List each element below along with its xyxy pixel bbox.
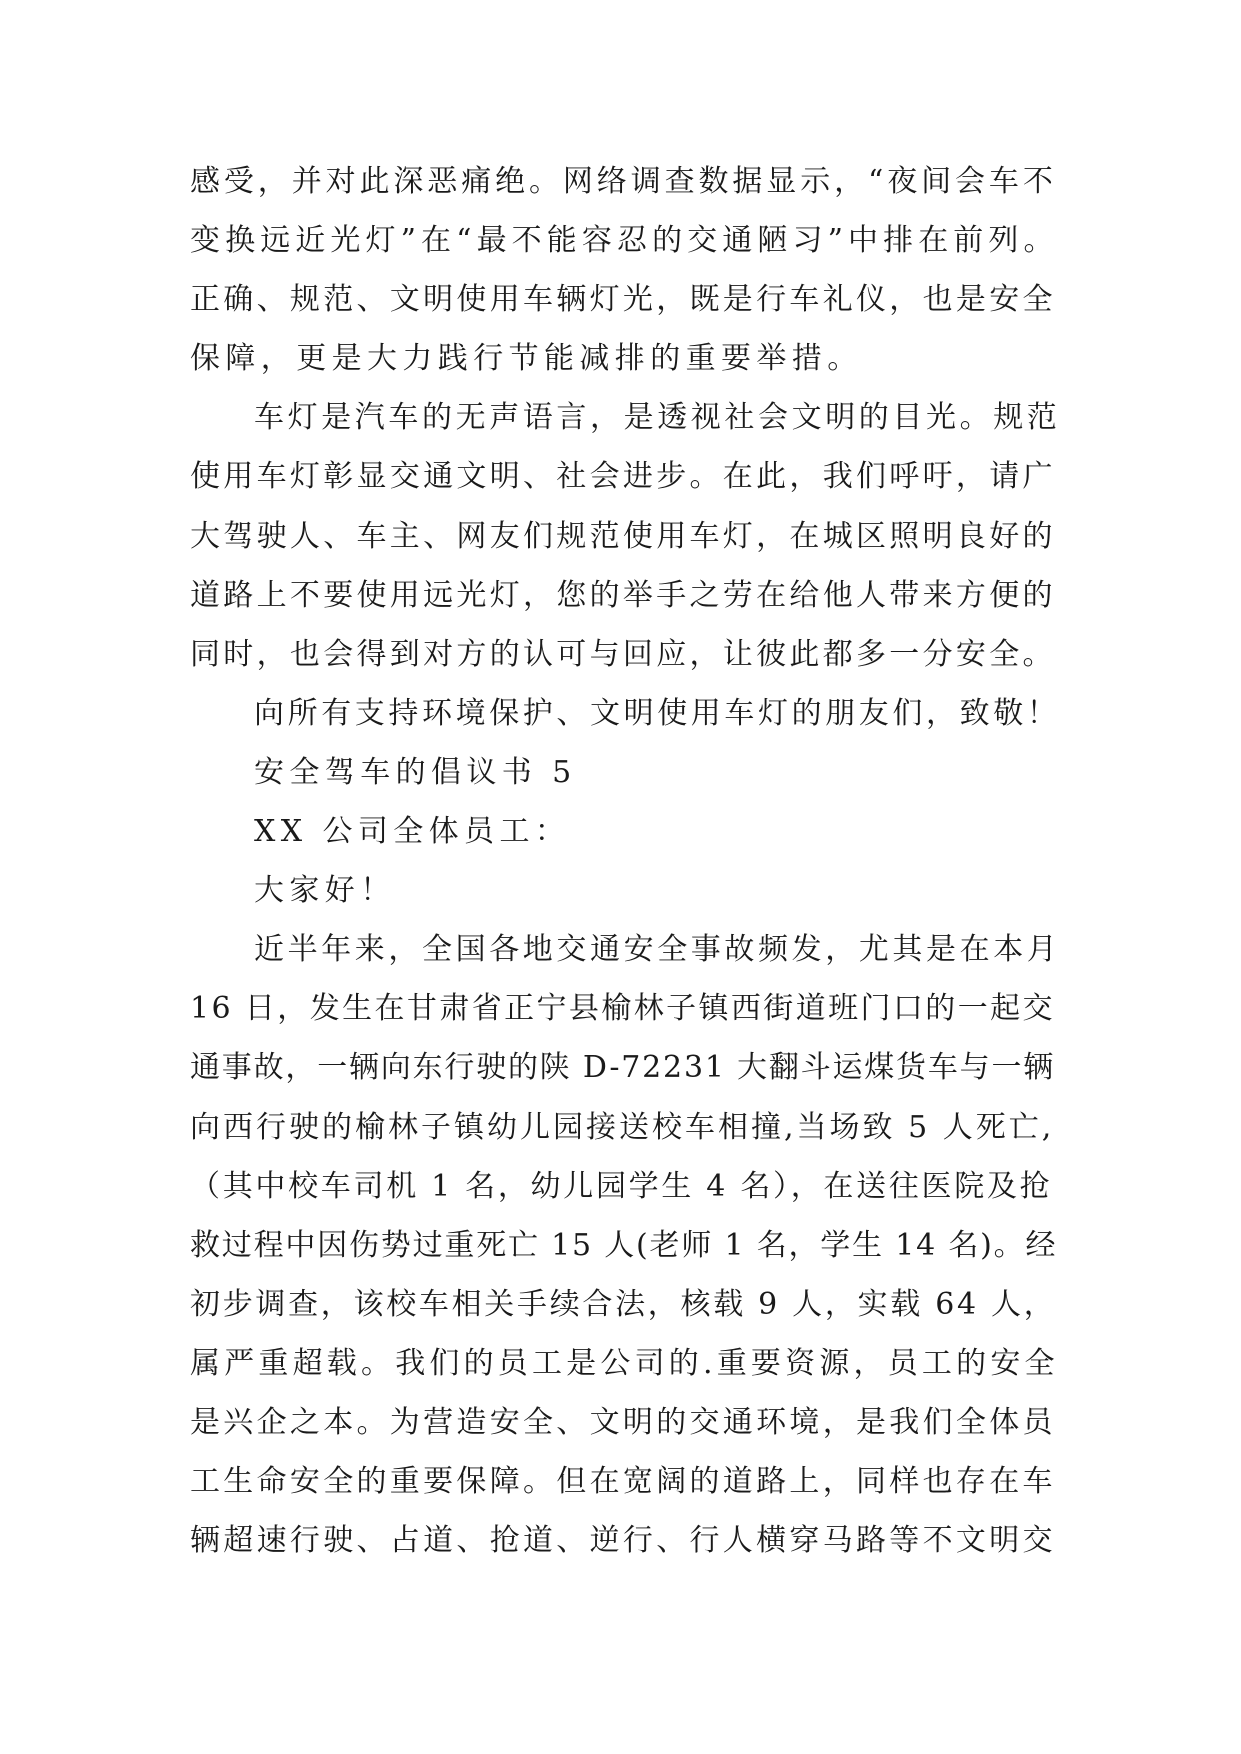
document-body <box>190 152 1060 1570</box>
text-line: 辆超速行驶、占道、抢道、逆行、行人横穿马路等不文明交 <box>190 1523 1056 1559</box>
text-line: （其中校车司机 1 名，幼儿园学生 4 名），在送往医院及抢 <box>190 1168 1053 1204</box>
text-line: 工生命安全的重要保障。但在宽阔的道路上，同样也存在车 <box>190 1464 1056 1500</box>
paragraph-first-line: 车灯是汽车的无声语言，是透视社会文明的目光。规范 <box>254 400 1061 436</box>
section-heading: 安全驾车的倡议书 5 <box>254 754 577 790</box>
closing-salute: 向所有支持环境保护、文明使用车灯的朋友们，致敬！ <box>254 695 1061 731</box>
greeting: 大家好！ <box>254 873 396 909</box>
text-line: 向西行驶的榆林子镇幼儿园接送校车相撞,当场致 5 人死亡, <box>190 1109 1055 1145</box>
text-line: 16 日，发生在甘肃省正宁县榆林子镇西街道班门口的一起交 <box>190 991 1055 1027</box>
text-line: 保障，更是大力践行节能减排的重要举措。 <box>190 341 863 377</box>
addressee: XX 公司全体员工： <box>254 814 571 850</box>
text-line: 大驾驶人、车主、网友们规范使用车灯，在城区照明良好的 <box>190 518 1056 554</box>
text-line: 使用车灯彰显交通文明、社会进步。在此，我们呼吁，请广 <box>190 459 1056 495</box>
paragraph-first-line: 近半年来，全国各地交通安全事故频发，尤其是在本月 <box>254 932 1061 968</box>
text-line: 同时，也会得到对方的认可与回应，让彼此都多一分安全。 <box>190 636 1056 672</box>
text-line: 初步调查，该校车相关手续合法，核载 9 人，实载 64 人， <box>190 1286 1057 1322</box>
text-line: 救过程中因伤势过重死亡 15 人(老师 1 名，学生 14 名)。经 <box>190 1227 1058 1263</box>
text-line: 是兴企之本。为营造安全、文明的交通环境，是我们全体员 <box>190 1404 1056 1440</box>
text-line: 通事故，一辆向东行驶的陕 D-72231 大翻斗运煤货车与一辆 <box>190 1050 1056 1086</box>
text-line: 感受，并对此深恶痛绝。网络调查数据显示，“夜间会车不 <box>190 164 1057 199</box>
text-line: 正确、规范、文明使用车辆灯光，既是行车礼仪，也是安全 <box>190 282 1056 318</box>
text-line: 道路上不要使用远光灯，您的举手之劳在给他人带来方便的 <box>190 577 1056 613</box>
text-line: 变换远近光灯”在“最不能容忍的交通陋习”中排在前列。 <box>190 223 1059 259</box>
text-line: 属严重超载。我们的员工是公司的.重要资源，员工的安全 <box>190 1345 1059 1381</box>
